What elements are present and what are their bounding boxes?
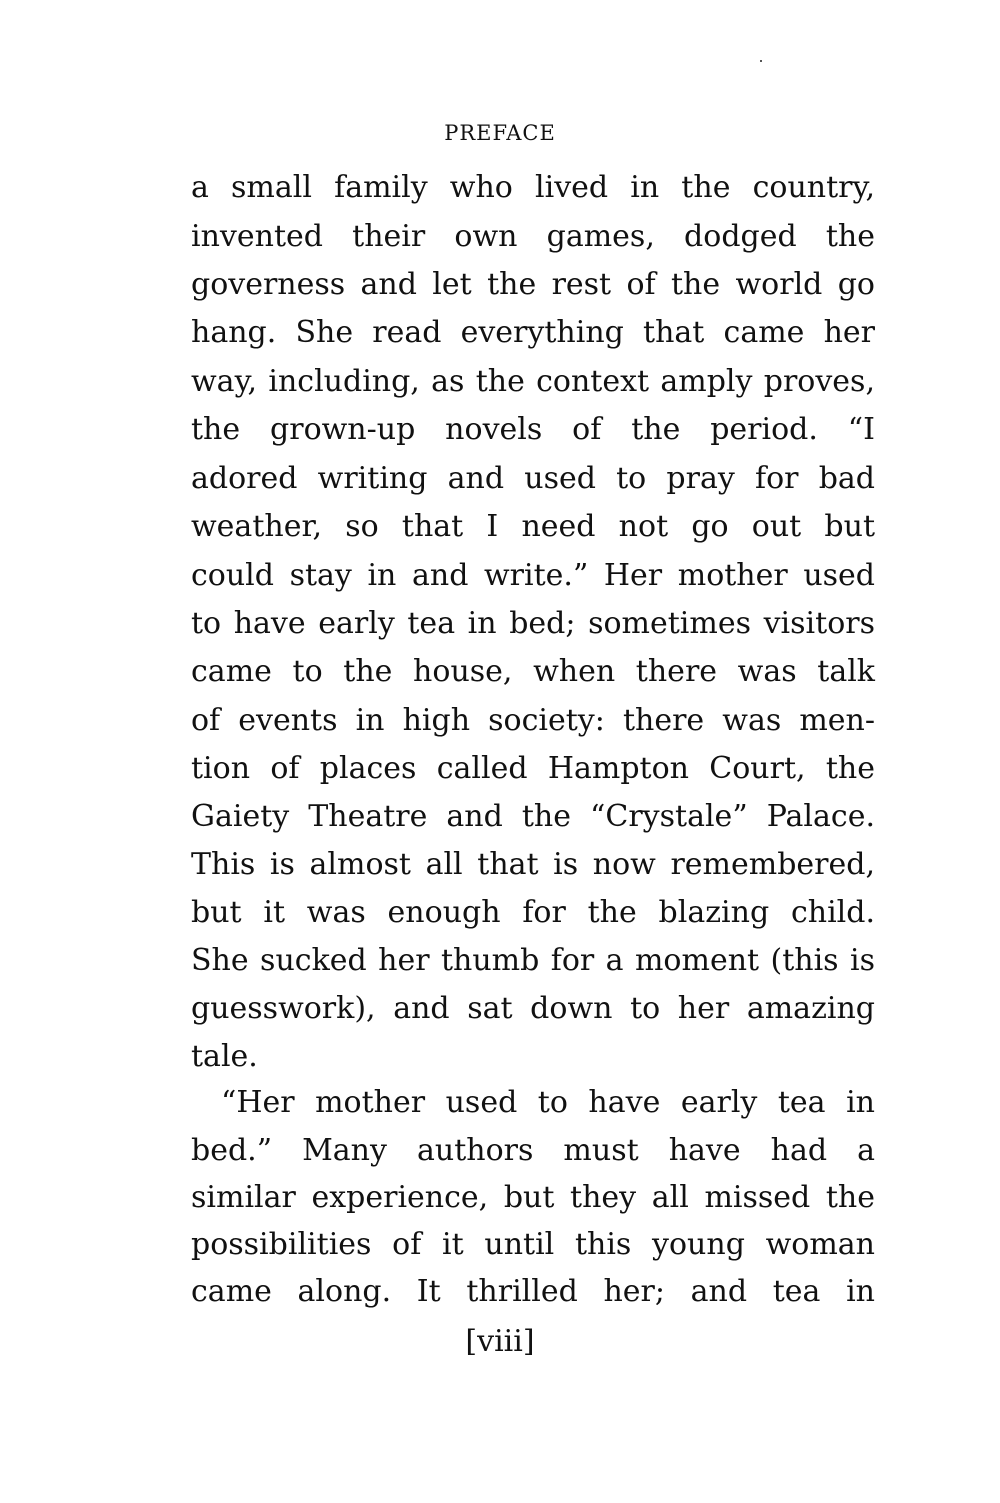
text-line: adored writing and used to pray for bad: [191, 461, 875, 496]
text-line: a small family who lived in the country,: [191, 170, 875, 205]
text-line: of events in high society: there was men-: [191, 703, 875, 738]
text-line: bed.” Many authors must have had a: [191, 1133, 875, 1168]
text-line: governess and let the rest of the world go: [191, 267, 875, 302]
text-line: tale.: [191, 1039, 258, 1074]
running-head: PREFACE: [444, 121, 556, 145]
text-line: possibilities of it until this young woman: [191, 1227, 875, 1262]
text-line: This is almost all that is now remembered,: [191, 847, 875, 882]
text-line: similar experience, but they all missed the: [191, 1180, 875, 1215]
text-line: came to the house, when there was talk: [191, 654, 875, 689]
text-line: invented their own games, dodged the: [191, 219, 875, 254]
text-line: hang. She read everything that came her: [191, 315, 875, 350]
text-line: Gaiety Theatre and the “Crystale” Palace.: [191, 799, 875, 834]
text-line: guesswork), and sat down to her amazing: [191, 991, 875, 1026]
text-line: the grown-up novels of the period. “I: [191, 412, 875, 447]
text-line: but it was enough for the blazing child.: [191, 895, 875, 930]
text-line: way, including, as the context amply proves,: [191, 364, 875, 399]
text-line: “Her mother used to have early tea in: [221, 1085, 875, 1120]
text-line: weather, so that I need not go out but: [191, 509, 875, 544]
text-line: could stay in and write.” Her mother used: [191, 558, 875, 593]
text-line: tion of places called Hampton Court, the: [191, 751, 875, 786]
page-number: [viii]: [465, 1324, 535, 1359]
print-speck: [760, 60, 762, 62]
text-line: came along. It thrilled her; and tea in: [191, 1274, 875, 1309]
text-line: She sucked her thumb for a moment (this is: [191, 943, 875, 978]
text-line: to have early tea in bed; sometimes visitors: [191, 606, 875, 641]
